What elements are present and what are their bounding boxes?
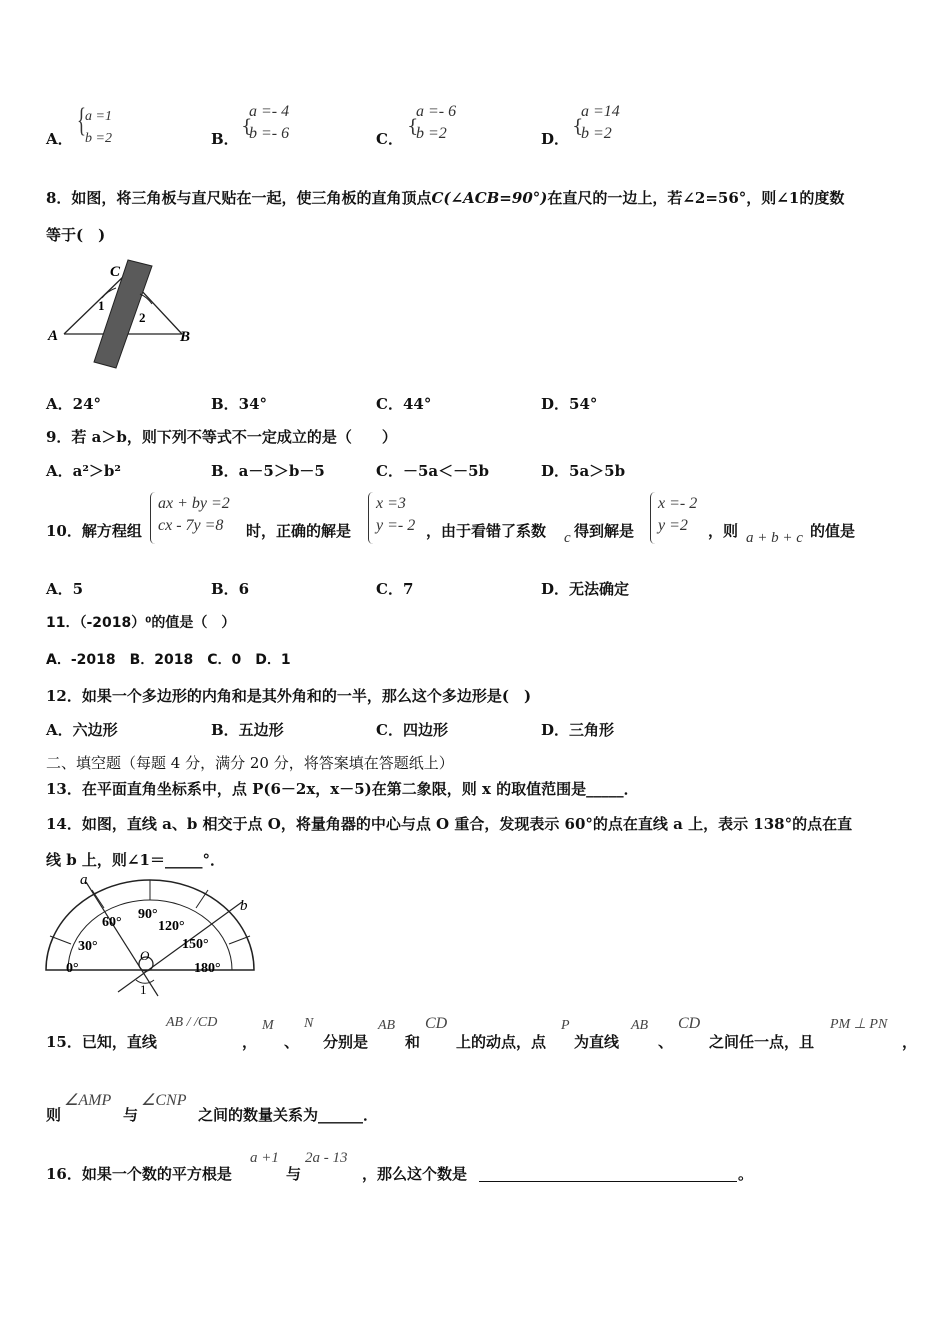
question-12: 12．如果一个多边形的内角和是其外角和的一半，那么这个多边形是( ) <box>46 687 532 705</box>
brace <box>368 492 373 544</box>
label-o: O <box>140 948 150 963</box>
label-line-b: b <box>240 898 248 914</box>
option-a: A．24° <box>46 395 102 413</box>
math-m: M <box>262 1018 274 1033</box>
label-a: A <box>48 328 59 344</box>
option-a-system: a =1 b =2 <box>85 109 112 146</box>
angle-1-label: 1 <box>98 298 105 313</box>
option-c-system: a =- 6 b =2 <box>416 103 457 142</box>
option-c-label: C． <box>376 130 403 148</box>
label-c: C <box>110 264 121 280</box>
math-ab: AB <box>378 1018 396 1033</box>
option-b-system: a =- 4 b =- 6 <box>249 103 290 142</box>
brace <box>650 492 655 544</box>
question-13: 13．在平面直角坐标系中，点 P(6－2x，x－5)在第二象限，则 x 的取值范围是_____． <box>46 780 639 798</box>
question-9: 9．若 a＞b，则下列不等式不一定成立的是（ ） <box>46 428 397 446</box>
label-b: B <box>180 329 191 345</box>
angle-1-label: 1 <box>140 982 147 997</box>
option-c: C．－5a＜－5b <box>376 462 490 480</box>
tick-30: 30° <box>78 939 98 954</box>
math-cd-2: CD <box>678 1015 701 1032</box>
brace: { <box>407 116 419 137</box>
question-14-line2: 线 b 上，则∠1＝_____°． <box>46 851 225 869</box>
system-2: x =3 y =- 2 <box>376 495 416 534</box>
figure-protractor <box>42 872 258 1000</box>
tick-0: 0° <box>66 961 79 976</box>
math-pm-perp-pn: PM ⊥ PN <box>830 1017 888 1032</box>
option-b: B．a－5＞b－5 <box>211 462 325 480</box>
q11-options: A．-2018 B．2018 C．0 D．1 <box>46 652 291 668</box>
math-a-plus-1: a +1 <box>250 1150 279 1166</box>
brace: { <box>241 116 253 137</box>
tick-180: 180° <box>194 961 221 976</box>
math-angle-amp: ∠AMP <box>64 1092 112 1109</box>
brace: { <box>572 116 584 137</box>
math-angle-cnp: ∠CNP <box>141 1092 187 1109</box>
question-8: 8．如图，将三角板与直尺贴在一起，使三角板的直角顶点C(∠ACB=90°)在直尺的一边上，若∠2=56°，则∠1的度数 <box>46 189 845 207</box>
math-2a-minus-13: 2a - 13 <box>305 1150 348 1166</box>
option-b-label: B． <box>211 130 239 148</box>
option-d: D．5a＞5b <box>541 462 626 480</box>
option-b: B．五边形 <box>211 721 284 739</box>
option-a: A．a²＞b² <box>46 462 121 480</box>
option-d: D．三角形 <box>541 721 615 739</box>
angle-2-label: 2 <box>139 310 146 325</box>
math-p: P <box>561 1018 570 1033</box>
math-ab-2: AB <box>631 1018 649 1033</box>
brace: { <box>77 102 86 139</box>
option-b: B．6 <box>211 580 250 598</box>
system-3: x =- 2 y =2 <box>658 495 698 534</box>
math-ab-parallel-cd: AB / /CD <box>166 1015 218 1030</box>
answer-blank <box>479 1181 737 1182</box>
tick-60: 60° <box>102 915 122 930</box>
option-b: B．34° <box>211 395 268 413</box>
tick-150: 150° <box>182 937 209 952</box>
math-n: N <box>304 1016 314 1031</box>
label-line-a: a <box>80 872 88 888</box>
tick-120: 120° <box>158 919 185 934</box>
section-heading: 二、填空题（每题 4 分，满分 20 分，将答案填在答题纸上） <box>46 754 454 772</box>
expression: a + b + c <box>746 530 803 546</box>
question-14-line1: 14．如图，直线 a、b 相交于点 O，将量角器的中心与点 O 重合，发现表示 60°的点在直线 a 上，表示 138°的点在直 <box>46 815 853 833</box>
math-cd: CD <box>425 1015 448 1032</box>
option-a-label: A． <box>46 130 73 148</box>
system-1: ax + by =2 cx - 7y =8 <box>158 495 230 534</box>
option-c: C．44° <box>376 395 432 413</box>
option-d-label: D． <box>541 130 570 148</box>
coefficient-c: c <box>564 530 571 546</box>
option-d: D．54° <box>541 395 598 413</box>
brace <box>150 492 155 544</box>
question-8-cont: 等于( ) <box>46 226 106 244</box>
question-11: 11．（-2018）⁰的值是（ ） <box>46 615 236 631</box>
option-a: A．5 <box>46 580 84 598</box>
option-d: D．无法确定 <box>541 580 630 598</box>
tick-90: 90° <box>138 907 158 922</box>
figure-triangle-ruler <box>44 256 204 370</box>
option-a: A．六边形 <box>46 721 118 739</box>
option-d-system: a =14 b =2 <box>581 103 620 142</box>
option-c: C．四边形 <box>376 721 448 739</box>
option-c: C．7 <box>376 580 414 598</box>
